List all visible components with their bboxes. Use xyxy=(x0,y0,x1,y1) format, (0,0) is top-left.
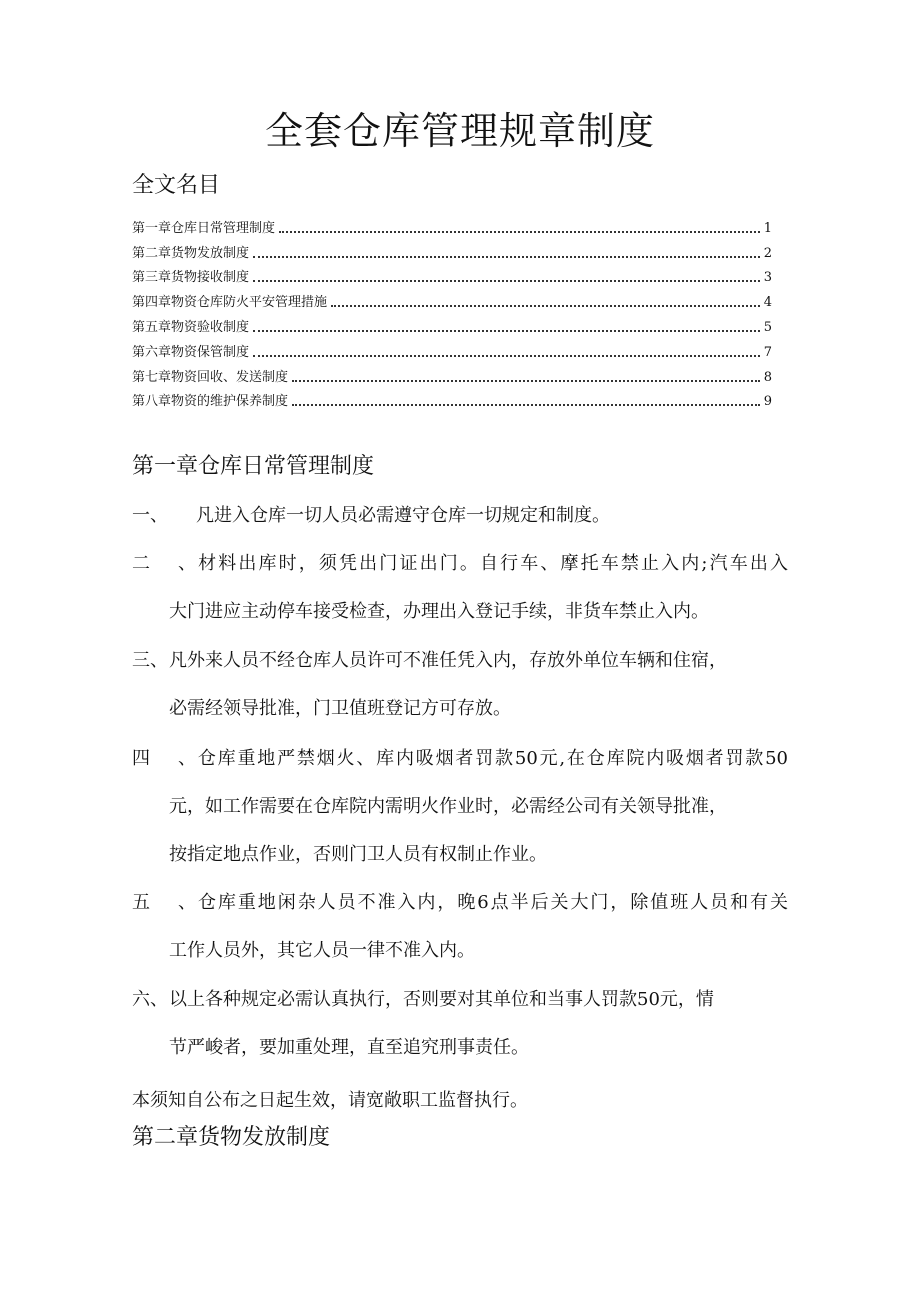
rule-5-continuation: 工作人员外，其它人员一律不准入内。 xyxy=(169,940,475,961)
toc-entry-label: 第三章货物接收制度 xyxy=(132,270,250,286)
toc-entry-page: 4 xyxy=(763,295,772,311)
toc-entry-label: 第四章物资仓库防火平安管理措施 xyxy=(132,295,328,311)
rule-text-line: 仓库重地严禁烟火、库内吸烟者罚款50元,在仓库院内吸烟者罚款50 xyxy=(196,748,788,769)
toc-leader-dots xyxy=(292,404,760,406)
toc-entry-page: 3 xyxy=(763,270,772,286)
toc-leader-dots xyxy=(253,330,760,332)
toc-entry-page: 2 xyxy=(763,245,772,261)
rule-number: 六、 xyxy=(132,989,168,1010)
toc-entry-page: 8 xyxy=(763,369,772,385)
toc-entry[interactable] xyxy=(132,212,772,237)
toc-leader-dots xyxy=(279,231,760,233)
rule-4-continuation: 按指定地点作业，否则门卫人员有权制止作业。 xyxy=(169,844,547,865)
rule-text-line: 材料出库时，须凭出门证出门。自行车、摩托车禁止入内;汽车出入 xyxy=(196,553,788,574)
rule-4 xyxy=(132,745,788,773)
chapter-1-heading: 第一章仓库日常管理制度 xyxy=(132,454,375,479)
toc-leader-dots xyxy=(292,380,760,382)
document-title: 全套仓库管理规章制度 xyxy=(264,109,655,153)
toc-entry[interactable] xyxy=(132,237,772,262)
rule-number: 一、 xyxy=(132,505,168,526)
toc-entry[interactable] xyxy=(132,386,772,411)
rule-text-line: 凡进入仓库一切人员必需遵守仓库一切规定和制度。 xyxy=(196,505,610,526)
toc-entry-label: 第七章物资回收、发送制度 xyxy=(132,369,289,385)
toc-entry-label: 第六章物资保管制度 xyxy=(132,344,250,360)
toc-leader-dots xyxy=(253,256,760,258)
rule-1 xyxy=(132,502,610,530)
rule-2-continuation: 大门进应主动停车接受检查，办理出入登记手续，非货车禁止入内。 xyxy=(169,601,709,622)
rule-text-line: 以上各种规定必需认真执行，否则要对其单位和当事人罚款50元，情 xyxy=(169,989,714,1010)
rule-3-continuation: 必需经领导批准，门卫值班登记方可存放。 xyxy=(169,698,511,719)
toc-entry-page: 5 xyxy=(763,319,772,335)
rule-text-line: 仓库重地闲杂人员不准入内，晚6点半后关大门，除值班人员和有关 xyxy=(196,892,788,913)
toc-entry-label: 第八章物资的维护保养制度 xyxy=(132,394,289,410)
rule-number: 五、 xyxy=(132,892,196,913)
toc-entry[interactable] xyxy=(132,262,772,287)
rule-5 xyxy=(132,889,788,917)
toc-entry[interactable] xyxy=(132,361,772,386)
toc-leader-dots xyxy=(253,355,760,357)
rule-number: 二、 xyxy=(132,553,196,574)
rule-number: 三、 xyxy=(132,650,168,671)
toc-entry[interactable] xyxy=(132,286,772,311)
toc-leader-dots xyxy=(331,305,760,307)
rule-3 xyxy=(132,647,727,675)
toc-entry-label: 第一章仓库日常管理制度 xyxy=(132,220,276,236)
chapter-2-heading: 第二章货物发放制度 xyxy=(132,1125,331,1150)
toc-heading: 全文名目 xyxy=(132,173,221,198)
rule-text-line: 凡外来人员不经仓库人员许可不准任凭入内，存放外单位车辆和住宿， xyxy=(169,650,727,671)
rule-6 xyxy=(132,986,714,1014)
rule-6-continuation: 节严峻者，要加重处理，直至追究刑事责任。 xyxy=(169,1037,529,1058)
toc-entry-page: 9 xyxy=(763,394,772,410)
toc-entry[interactable] xyxy=(132,311,772,336)
toc-entry[interactable] xyxy=(132,336,772,361)
toc-entry-page: 1 xyxy=(763,220,772,236)
toc-leader-dots xyxy=(253,280,760,282)
rule-number: 四、 xyxy=(132,748,196,769)
rule-4-continuation: 元，如工作需要在仓库院内需明火作业时，必需经公司有关领导批准， xyxy=(169,796,727,817)
toc-entry-label: 第二章货物发放制度 xyxy=(132,245,250,261)
toc-entry-page: 7 xyxy=(763,344,772,360)
closing-note: 本须知自公布之日起生效，请宽敞职工监督执行。 xyxy=(132,1090,528,1111)
rule-2 xyxy=(132,550,788,578)
table-of-contents xyxy=(132,212,772,410)
toc-entry-label: 第五章物资验收制度 xyxy=(132,319,250,335)
